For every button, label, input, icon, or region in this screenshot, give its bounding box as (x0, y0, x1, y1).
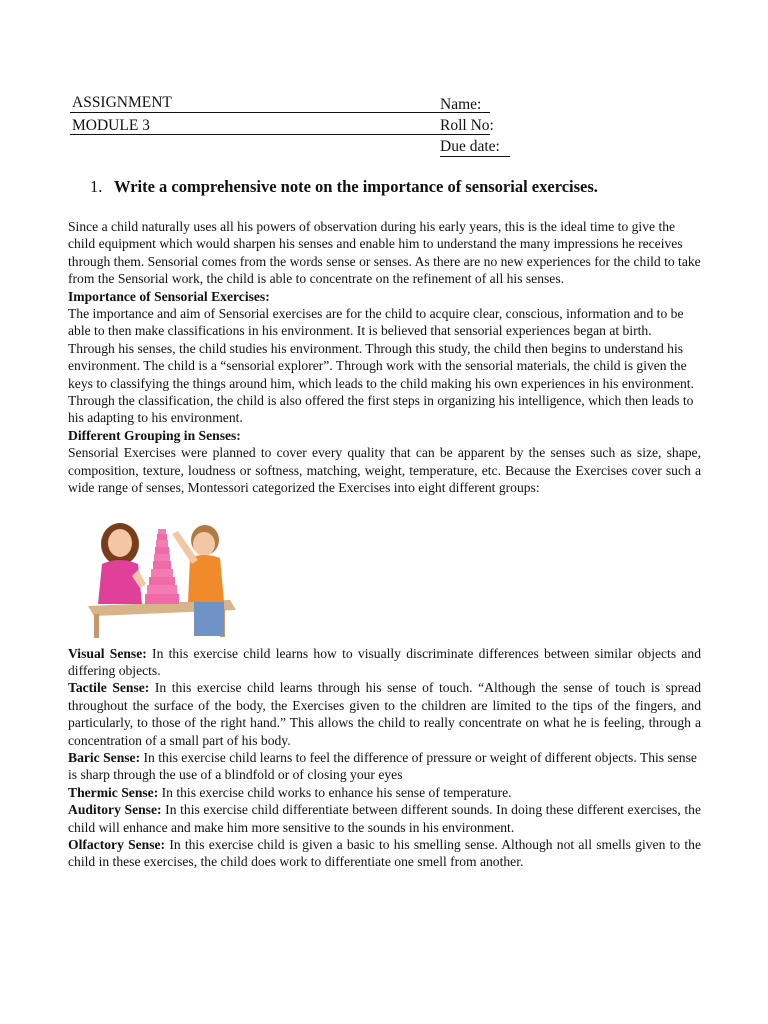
thermic-sense-paragraph (68, 784, 701, 801)
boy-jeans (194, 602, 224, 636)
visual-sense-text: In this exercise child learns how to visually discriminate differences between similar objects and differing objects. (68, 645, 701, 678)
tower-cube-6 (154, 554, 170, 561)
olfactory-sense-paragraph (68, 836, 701, 871)
question-number: 1. (90, 177, 103, 196)
tactile-sense-text: In this exercise child learns through his sense of touch. “Although the sense of touch is spread throughout the surface of the body, the Exercises given to the children are limited to the tips of the fingers, and particularly, to those of the right hand.” This allows the child to really concentrate on what he is feeling, through a concentration of a small part of his body. (68, 680, 701, 748)
girl-face (108, 529, 132, 557)
thermic-sense-label: Thermic Sense: (68, 784, 159, 800)
question-text: Write a comprehensive note on the importance of sensorial exercises. (114, 177, 598, 196)
due-date-label: Due date: (440, 138, 500, 155)
tower-cube-5 (153, 561, 171, 569)
tower-cube-8 (156, 540, 168, 547)
table-leg-left (94, 614, 99, 638)
visual-sense-paragraph (68, 645, 701, 680)
auditory-sense-paragraph (68, 801, 701, 836)
tactile-sense-paragraph (68, 679, 701, 749)
children-pink-tower-image (80, 514, 240, 639)
visual-sense-label: Visual Sense: (68, 645, 147, 661)
body-text (68, 218, 701, 871)
intro-paragraph: Since a child naturally uses all his powers of observation during his early years, this is the ideal time to give the child equipment which would sharpen his senses and enable him to understand the many impressions he receives through them. Sensorial comes from the words sense or senses. As there are no new experiences for the child to take from the Sensorial work, the child is able to concentrate on the refinement of all his senses. (68, 219, 701, 287)
importance-paragraph: The importance and aim of Sensorial exercises are for the child to acquire clear, conscious, information and to be able to then make classifications in his environment. It is believed that sensorial experiences began at birth. Through his senses, the child studies his environment. Through this study, the child then begins to understand his environment. The child is a “sensorial explorer”. Through work with the sensorial materials, the child is given the keys to classifying the things around him, which leads to the child making his own experiences in his environment. Through the classification, the child is also offered the first steps in organizing his intelligence, which then leads to his adapting to his environment. (68, 306, 694, 426)
tower-cube-4 (151, 569, 173, 577)
tower-cube-10 (158, 529, 166, 534)
roll-no-label: Roll No: (440, 117, 494, 134)
header-rule-1 (70, 112, 490, 113)
tactile-sense-label: Tactile Sense: (68, 680, 150, 696)
header-rule-2 (70, 134, 490, 135)
olfactory-sense-text: In this exercise child is given a basic to his smelling sense. Although not all smells given to the child in these exercises, the child does work to differentiate one smell from another. (68, 836, 701, 870)
girl-shirt (98, 560, 142, 604)
module-label: MODULE 3 (72, 117, 150, 134)
tower-cube-2 (147, 585, 177, 594)
boy-face (193, 532, 215, 556)
header-rule-3 (440, 156, 510, 157)
baric-sense-text: In this exercise child learns to feel the difference of pressure or weight of different objects. This sense is sharp through the use of a blindfold or of closing your eyes (68, 749, 697, 783)
assignment-label: ASSIGNMENT (72, 94, 172, 111)
auditory-sense-label: Auditory Sense: (68, 802, 162, 818)
children-illustration (80, 514, 240, 639)
baric-sense-label: Baric Sense: (68, 749, 141, 765)
tower-cube-9 (157, 534, 167, 540)
tower-cube-3 (149, 577, 175, 585)
grouping-heading: Different Grouping in Senses: (68, 427, 241, 443)
importance-heading: Importance of Sensorial Exercises: (68, 288, 270, 304)
baric-sense-paragraph (68, 749, 701, 784)
tower-cube-7 (155, 547, 169, 554)
grouping-paragraph: Sensorial Exercises were planned to cover every quality that can be apparent by the senses such as size, shape, composition, texture, loudness or softness, matching, weight, temperature, etc. Because the Exercises cover such a wide range of senses, Montessori categorized the Exercises into eight different groups: (68, 445, 701, 496)
tower-cube-1 (145, 594, 179, 604)
olfactory-sense-label: Olfactory Sense: (68, 836, 166, 852)
question-heading (90, 177, 598, 197)
thermic-sense-text: In this exercise child works to enhance his sense of temperature. (158, 784, 512, 800)
auditory-sense-text: In this exercise child differentiate between different sounds. In doing these different exercises, the child will enhance and make him more sensitive to the sounds in his environment. (68, 802, 701, 835)
name-label: Name: (440, 96, 482, 113)
